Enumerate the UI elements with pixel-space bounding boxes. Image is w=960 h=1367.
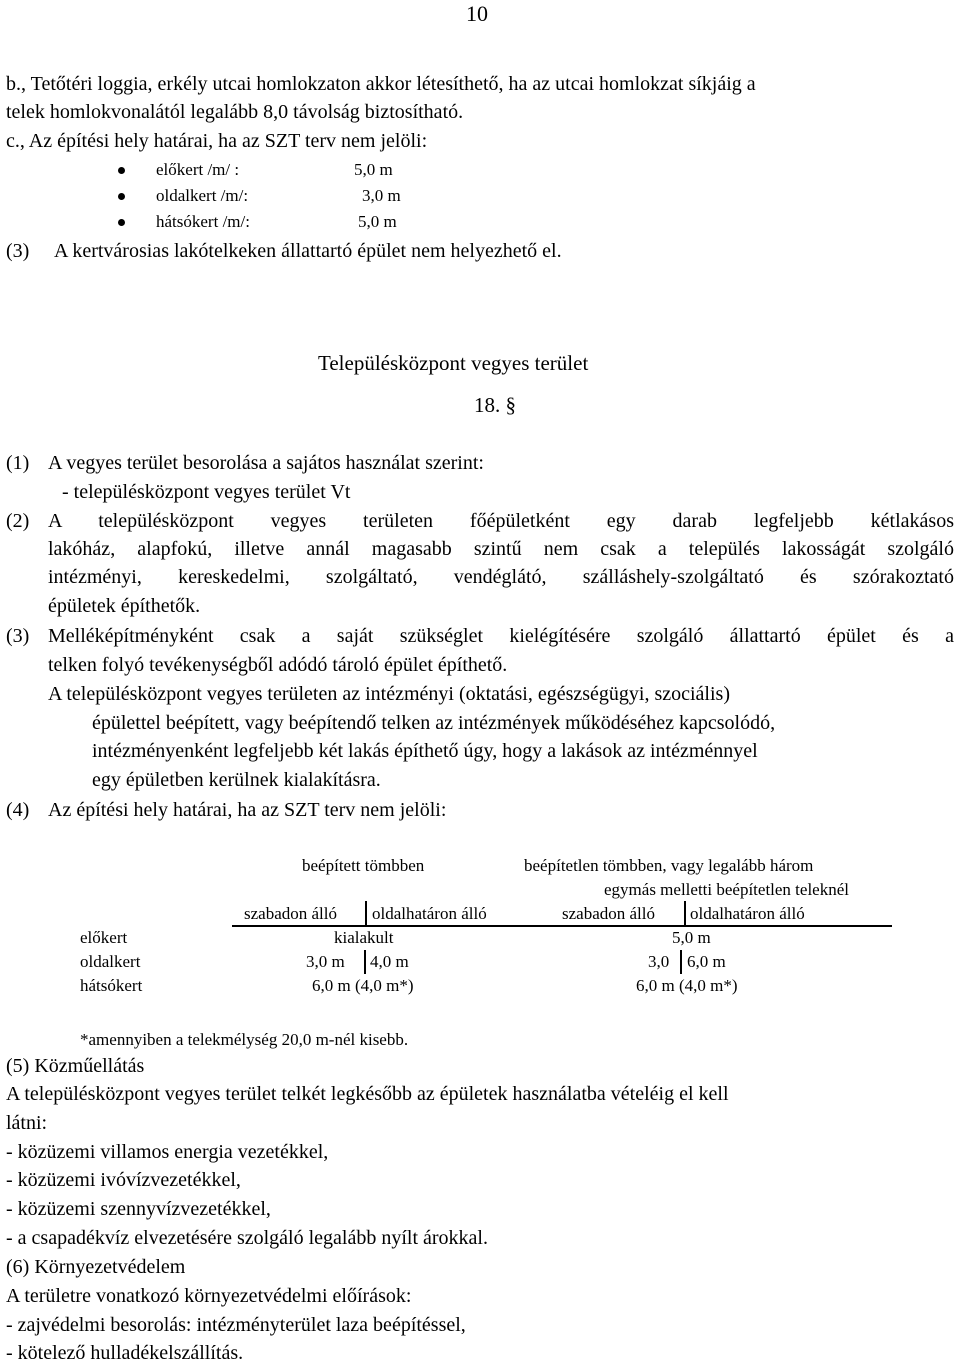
c-line: c., Az építési hely határai, ha az SZT terv nem jelöli: [6,130,428,152]
bullet-icon [118,193,125,200]
p4-text: Az építési hely határai, ha az SZT terv nem jelöli: [48,799,447,821]
p1-sub: - településközpont vegyes terület Vt [62,481,351,503]
p1-num: (1) [6,452,30,474]
table-sub-left-a: szabadon álló [244,904,337,923]
table-cell: 4,0 m [370,952,409,971]
table-cell: 3,0 m [306,952,345,971]
list-item: - kötelező hulladékelszállítás. [6,1342,244,1364]
p2-line: épületek építhetők. [48,595,201,617]
p5-line: A településközpont vegyes terület telkét legkésőbb az épületek használatba vételéig el kell [6,1083,729,1105]
table-divider [365,901,367,925]
table-cell: 3,0 [648,952,670,971]
table-header-left: beépített tömbben [302,856,425,875]
p2-line: intézményi, kereskedelmi, szolgáltató, vendéglátó, szálláshely-szolgáltató és szórakoztató [48,566,954,588]
table-sub-right-b: oldalhatáron álló [690,904,805,923]
list-item: - közüzemi szennyvízvezetékkel, [6,1198,271,1220]
table-rule [232,925,892,927]
table-cell: 6,0 m (4,0 m*) [636,976,738,995]
table-sub-left-b: oldalhatáron álló [372,904,487,923]
bullet-value: 5,0 m [354,160,393,179]
b-line-2: telek homlokvonalától legalább 8,0 távolság biztosítható. [6,101,464,123]
table-cell: 5,0 m [672,928,711,947]
table-row-label: oldalkert [80,952,141,971]
bullet-value: 5,0 m [358,212,397,231]
bullet-icon [118,167,125,174]
bullet-label: hátsókert /m/: [156,212,250,231]
paragraph-sign: 18. § [474,393,516,417]
page-number: 10 [466,1,488,26]
bullet-icon [118,219,125,226]
p3b-line: telken folyó tevékenységből adódó tároló épület építhető. [48,654,508,676]
table-row-label: előkert [80,928,128,947]
table-cell: kialakult [334,928,394,947]
bullet-label: előkert /m/ : [156,160,240,179]
p3c-line: egy épületben kerülnek kialakításra. [92,769,381,791]
list-item: - a csapadékvíz elvezetésére szolgáló legalább nyílt árokkal. [6,1227,488,1249]
table-divider [364,950,366,974]
p6-title: (6) Környezetvédelem [6,1256,186,1278]
section-title: Településközpont vegyes terület [318,351,589,375]
p2-line: lakóház, alapfokú, illetve annál magasabb szintű nem csak a település lakosságát szolgáló [48,538,954,560]
table-row-label: hátsókert [80,976,143,995]
table-header-right-2: egymás melletti beépítetlen teleknél [604,880,849,899]
bullet-label: oldalkert /m/: [156,186,249,205]
p3c-line: intézményenként legfeljebb két lakás építhető úgy, hogy a lakások az intézménnyel [92,740,758,762]
p2-num: (2) [6,510,30,532]
p6-line: A területre vonatkozó környezetvédelmi előírások: [6,1285,412,1307]
table-cell: 6,0 m (4,0 m*) [312,976,414,995]
p2-line: A településközpont vegyes területen főépületként egy darab legfeljebb kétlakásos [48,510,954,532]
p3-num: (3) [6,240,30,262]
list-item: - zajvédelmi besorolás: intézményterület laza beépítéssel, [6,1314,466,1336]
bullet-value: 3,0 m [362,186,401,205]
list-item: - közüzemi villamos energia vezetékkel, [6,1141,329,1163]
table-divider [680,950,682,974]
p5-line: látni: [6,1112,48,1134]
list-item: - közüzemi ivóvízvezetékkel, [6,1169,241,1191]
p4-num: (4) [6,799,30,821]
p1-text: A vegyes terület besorolása a sajátos használat szerint: [48,452,484,474]
table-sub-right-a: szabadon álló [562,904,655,923]
b-line-1: b., Tetőtéri loggia, erkély utcai homlokzaton akkor létesíthető, ha az utcai homlokzat síkjáig a [6,73,756,95]
p3b-num: (3) [6,625,30,647]
p3-text: A kertvárosias lakótelkeken állattartó épület nem helyezhető el. [54,240,562,262]
p3b-line: Melléképítményként csak a saját szükséglet kielégítésére szolgáló állattartó épület és a [48,625,954,647]
p3c-line: épülettel beépített, vagy beépítendő telken az intézmények működéséhez kapcsolódó, [92,712,776,734]
table-divider [684,901,686,925]
p3c-line: A településközpont vegyes területen az intézményi (oktatási, egészségügyi, szociális) [48,683,730,705]
table-cell: 6,0 m [687,952,726,971]
table-header-right: beépítetlen tömbben, vagy legalább három [524,856,814,875]
table-footnote: *amennyiben a telekmélység 20,0 m-nél kisebb. [80,1030,409,1049]
p5-title: (5) Közműellátás [6,1055,145,1077]
